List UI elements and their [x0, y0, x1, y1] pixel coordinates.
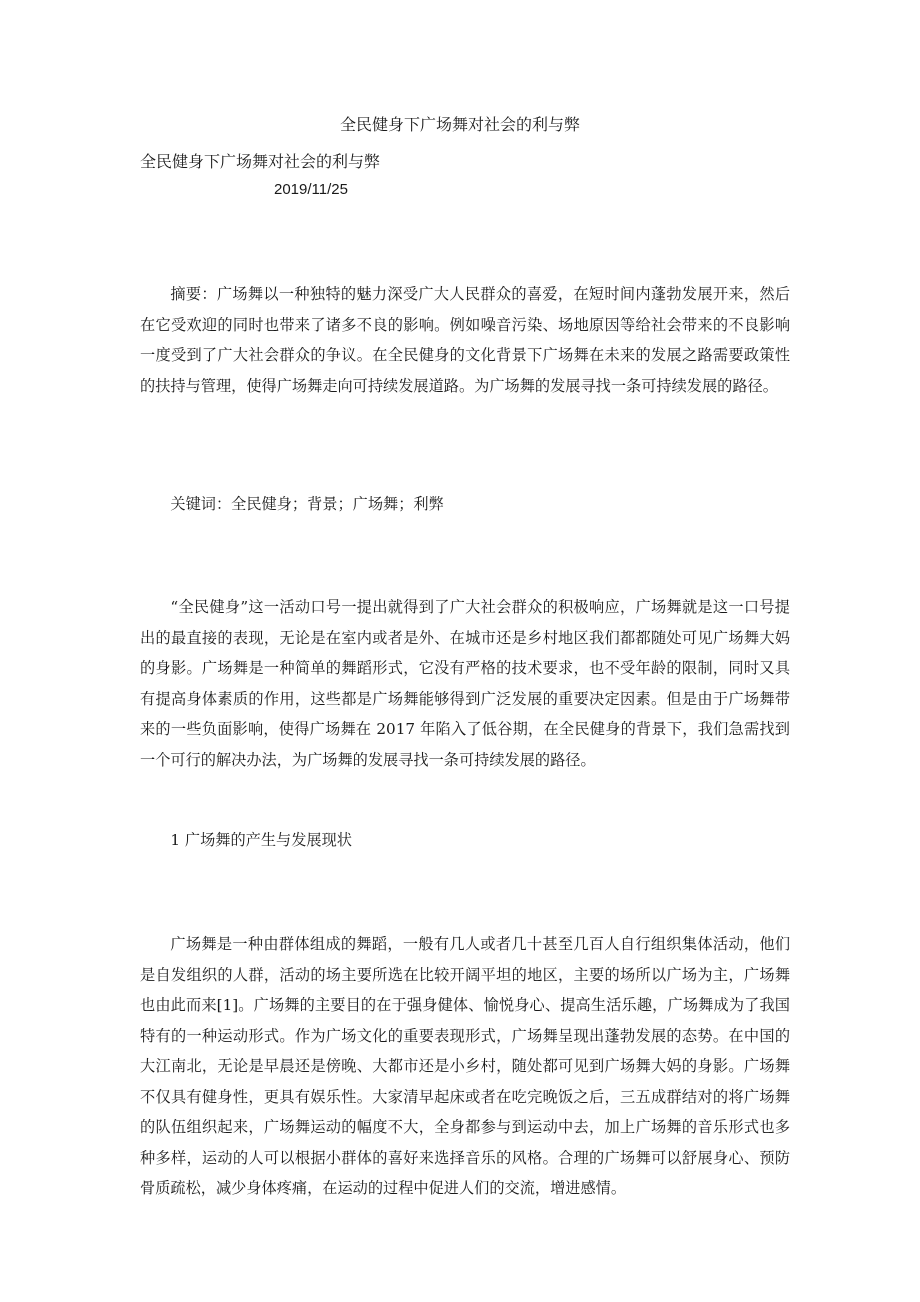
document-subtitle: 全民健身下广场舞对社会的利与弊	[140, 152, 381, 171]
abstract-paragraph: 摘要：广场舞以一种独特的魅力深受广大人民群众的喜爱，在短时间内蓬勃发展开来，然后在它受欢迎的同时也带来了诸多不良的影响。例如噪音污染、场地原因等给社会带来的不良影响一度受到了广大社会群众的争议。在全民健身的文化背景下广场舞在未来的发展之路需要政策性的扶持与管理，使得广场舞走向可持续发展道路。为广场舞的发展寻找一条可持续发展的路径。	[140, 285, 790, 395]
keywords-paragraph: 关键词：全民健身；背景；广场舞；利弊	[170, 495, 444, 513]
section-body-paragraph: 广场舞是一种由群体组成的舞蹈，一般有几人或者几十甚至几百人自行组织集体活动，他们是自发组织的人群，活动的场主要所选在比较开阔平坦的地区，主要的场所以广场为主，广场舞也由此而来[1]。广场舞的主要目的在于强身健体、愉悦身心、提高生活乐趣，广场舞成为了我国特有的一种运动形式。作为广场文化的重要表现形式，广场舞呈现出蓬勃发展的态势。在中国的大江南北，无论是早晨还是傍晚、大都市还是小乡村，随处都可见到广场舞大妈的身影。广场舞不仅具有健身性，更具有娱乐性。大家清早起床或者在吃完晚饭之后，三五成群结对的将广场舞的队伍组织起来，广场舞运动的幅度不大，全身都参与到运动中去，加上广场舞的音乐形式也多种多样，运动的人可以根据小群体的喜好来选择音乐的风格。合理的广场舞可以舒展身心、预防骨质疏松，减少身体疼痛，在运动的过程中促进人们的交流，增进感情。	[140, 935, 790, 1197]
document-date: 2019/11/25	[274, 181, 348, 198]
intro-paragraph: “全民健身”这一活动口号一提出就得到了广大社会群众的积极响应，广场舞就是这一口号提出的最直接的表现，无论是在室内或者是外、在城市还是乡村地区我们都都随处可见广场舞大妈的身影。广场舞是一种简单的舞蹈形式，它没有严格的技术要求，也不受年龄的限制，同时又具有提高身体素质的作用，这些都是广场舞能够得到广泛发展的重要决定因素。但是由于广场舞带来的一些负面影响，使得广场舞在 2017 年陷入了低谷期，在全民健身的背景下，我们急需找到一个可行的解决办法，为广场舞的发展寻找一条可持续发展的路径。	[140, 598, 790, 769]
page-title: 全民健身下广场舞对社会的利与弊	[339, 115, 580, 134]
section-heading: 1 广场舞的产生与发展现状	[170, 831, 352, 849]
